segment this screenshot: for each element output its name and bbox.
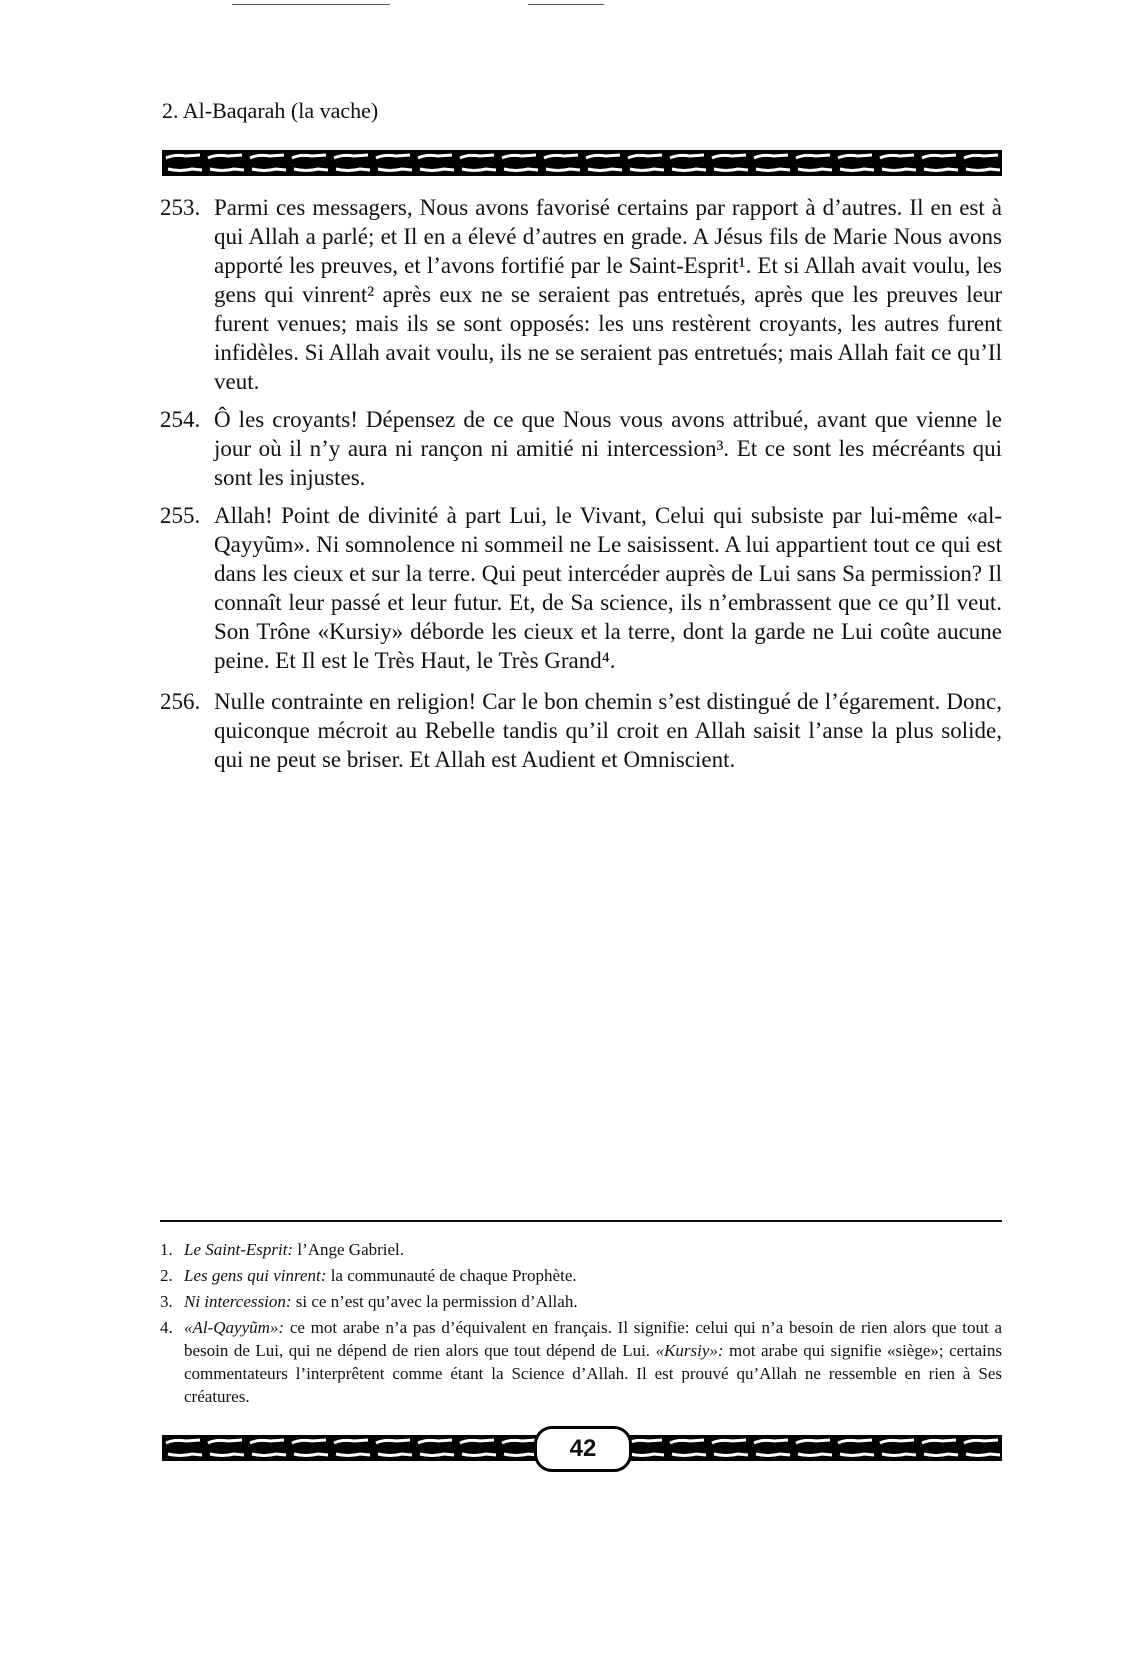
footnote-number: 1. [160,1240,173,1259]
footnote-divider [160,1220,1002,1222]
ornament-chain [162,150,1002,176]
top-scan-mark [528,4,604,5]
verse-254 [160,405,1002,492]
footnote-number: 4. [160,1318,173,1337]
footnote-number: 2. [160,1266,173,1285]
verses [160,193,1002,783]
footnote-number: 3. [160,1292,173,1311]
verse-number: 255. [160,503,201,528]
top-ornamental-band [162,150,1002,176]
verse-255 [160,501,1002,675]
verse-text: Ô les croyants! Dépensez de ce que Nous vous avons attribué, avant que vienne le jour où il n’y aura ni rançon ni amitié ni intercession³. Et ce sont les mécréants qui sont les injustes. [214,407,1002,490]
verse-text: Allah! Point de divinité à part Lui, le Vivant, Celui qui subsiste par lui-même «al-Qayyũm». Ni somnolence ni sommeil ne Le saisissent. A lui appartient tout ce qui est dans les cieux et sur la terre. Qui peut intercéder auprès de Lui sans Sa permission? Il connaît leur passé et leur futur. Et, de Sa science, ils n’embrassent que ce qu’Il veut. Son Trône «Kursiy» déborde les cieux et la terre, dont la garde ne Lui coûte aucune peine. Et Il est le Très Haut, le Très Grand⁴. [214,503,1002,673]
footnote-3 [160,1290,1002,1313]
verse-256 [160,687,1002,774]
surah-header: 2. Al-Baqarah (la vache) [162,98,379,123]
verse-number: 254. [160,407,201,432]
verse-text: Parmi ces messagers, Nous avons favorisé certains par rapport à d’autres. Il en est à qui Allah a parlé; et Il en a élevé d’autres en grade. A Jésus fils de Marie Nous avons apporté les preuves, et l’avons fortifié par le Saint-Esprit¹. Et si Allah avait voulu, les gens qui vinrent² après eux ne se seraient pas entretués, après que les preuves leur furent venues; mais ils se sont opposés: les uns restèrent croyants, les autres furent infidèles. Si Allah avait voulu, ils ne se seraient pas entretués; mais Allah fait ce qu’Il veut. [214,195,1002,394]
footnotes [160,1238,1002,1411]
footnote-term: Ni intercession: [184,1292,292,1311]
verse-text: Nulle contrainte en religion! Car le bon chemin s’est distingué de l’égarement. Donc, quiconque mécroit au Rebelle tandis qu’il croit en Allah saisit l’anse la plus solide, qui ne peut se briser. Et Allah est Audient et Omniscient. [214,689,1002,772]
verse-253 [160,193,1002,396]
footnote-text-kursiy: mot arabe qui signifie «siège»; certains commentateurs l’interprêtent comme étant la Science d’Allah. Il est prouvé qu’Allah ne ressemble en rien à Ses créatures. [184,1341,1002,1406]
footnote-term: Le Saint-Esprit: [184,1240,294,1259]
footnote-2 [160,1264,1002,1287]
footnote-4 [160,1316,1002,1408]
footnote-term: «Al-Qayyũm»: [184,1318,285,1337]
page-number: 42 [534,1426,632,1472]
footnote-term-kursiy: «Kursiy»: [655,1341,724,1360]
footnote-text: si ce n’est qu’avec la permission d’Allah. [291,1292,578,1311]
footnote-term: Les gens qui vinrent: [184,1266,327,1285]
footnote-1 [160,1238,1002,1261]
top-scan-mark [232,4,390,5]
footnote-text: la communauté de chaque Prophète. [326,1266,577,1285]
verse-number: 253. [160,195,201,220]
footnote-text: ce mot arabe n’a pas d’équivalent en français. Il signifie: celui qui n’a besoin de rien alors que tout a besoin de Lui, qui ne dépend de rien alors que tout dépend de Lui. [184,1318,1002,1360]
verse-number: 256. [160,689,201,714]
footnote-text: l’Ange Gabriel. [293,1240,405,1259]
